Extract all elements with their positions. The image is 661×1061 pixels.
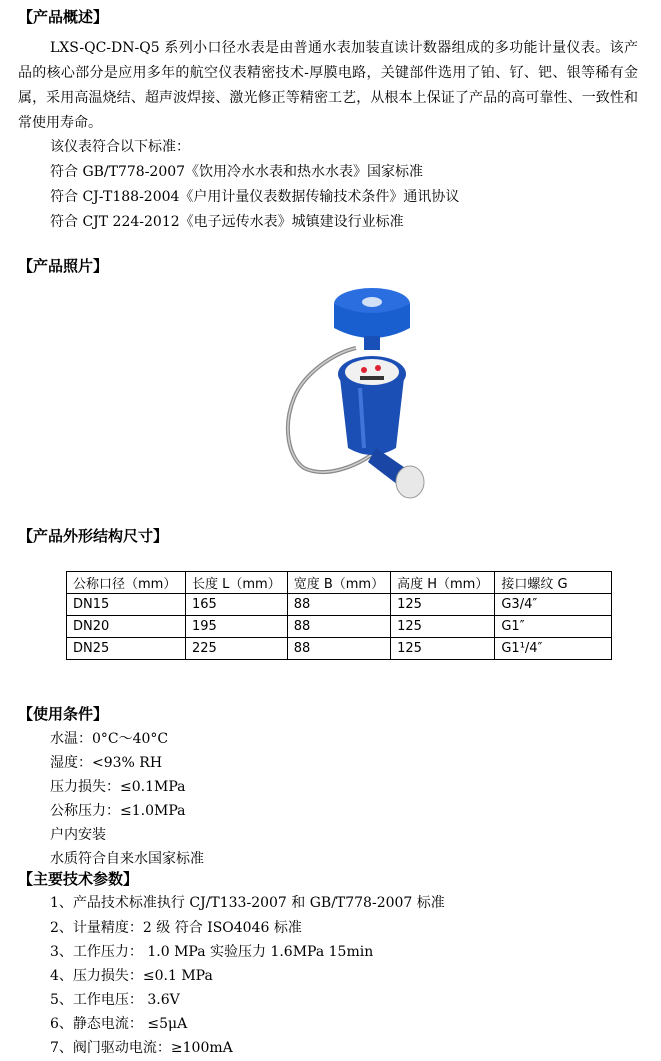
spec-item: 7、阀门驱动电流：≥100mA: [50, 1040, 233, 1056]
condition-item: 水温：0°C～40°C: [50, 731, 169, 747]
photo-title: 【产品照片】: [18, 257, 109, 275]
cell: DN25: [67, 638, 186, 660]
cell: G1″: [495, 616, 612, 638]
cell: 125: [391, 638, 495, 660]
spec-item: 4、压力损失：≤0.1 MPa: [50, 968, 213, 984]
standard-item-2: 符合 CJ-T188-2004《户用计量仪表数据传输技术条件》通讯协议: [50, 189, 460, 205]
header-height: 高度 H（mm）: [391, 572, 495, 594]
cell: 195: [186, 616, 288, 638]
cell: DN20: [67, 616, 186, 638]
product-photo: [264, 278, 470, 504]
condition-item: 湿度：<93% RH: [50, 755, 163, 771]
dial-pointer-1: [361, 367, 367, 373]
cell: 225: [186, 638, 288, 660]
table-row: [67, 638, 612, 660]
cap-logo: [362, 297, 382, 307]
condition-item: 户内安装: [50, 827, 106, 843]
dimensions-table: [66, 571, 612, 660]
header-width: 宽度 B（mm）: [287, 572, 390, 594]
header-length: 长度 L（mm）: [186, 572, 288, 594]
dimensions-title: 【产品外形结构尺寸】: [18, 527, 169, 545]
meter-fitting: [396, 466, 424, 498]
meter-hinge: [364, 336, 380, 350]
cell: 125: [391, 594, 495, 616]
overview-title: 【产品概述】: [18, 8, 109, 26]
overview-text: LXS-QC-DN-Q5 系列小口径水表是由普通水表加装直读计数器组成的多功能计量仪表。该产品的核心部分是应用多年的航空仪表精密技术-厚膜电路，关键部件选用了铂、钌、钯、银等稀有金属，采用高温烧结、超声波焊接、激光修正等精密工艺，从根本上保证了产品的高可靠性、一致性和常使用寿命。: [18, 40, 638, 131]
spec-item: 1、产品技术标准执行 CJ/T133-2007 和 GB/T778-2007 标准: [50, 895, 445, 911]
cell: 165: [186, 594, 288, 616]
standard-item-1: 符合 GB/T778-2007《饮用冷水水表和热水水表》国家标准: [50, 164, 424, 180]
table-header-row: [67, 572, 612, 594]
cell: DN15: [67, 594, 186, 616]
cell: 88: [287, 638, 390, 660]
spec-item: 3、工作压力： 1.0 MPa 实验压力 1.6MPa 15min: [50, 944, 374, 960]
specs-title: 【主要技术参数】: [18, 870, 139, 888]
spec-item: 6、静态电流： ≤5μA: [50, 1016, 188, 1032]
spec-item: 2、计量精度：2 级 符合 ISO4046 标准: [50, 920, 302, 936]
cell: 125: [391, 616, 495, 638]
overview-paragraph: [18, 36, 638, 136]
standards-intro: 该仪表符合以下标准：: [50, 139, 190, 155]
meter-body: [340, 378, 404, 455]
cell: 88: [287, 616, 390, 638]
cell: G3/4″: [495, 594, 612, 616]
header-thread: 接口螺纹 G: [495, 572, 612, 594]
water-meter-image: [264, 278, 470, 504]
condition-item: 水质符合自来水国家标准: [50, 851, 204, 867]
condition-item: 公称压力：≤1.0MPa: [50, 803, 186, 819]
conditions-title: 【使用条件】: [18, 705, 109, 723]
spec-item: 5、工作电压： 3.6V: [50, 992, 180, 1008]
condition-item: 压力损失：≤0.1MPa: [50, 779, 186, 795]
dial-counter: [360, 376, 384, 380]
cell: G1¹/4″: [495, 638, 612, 660]
dial-pointer-2: [375, 365, 381, 371]
meter-dial: [345, 359, 399, 385]
cell: 88: [287, 594, 390, 616]
standard-item-3: 符合 CJT 224-2012《电子远传水表》城镇建设行业标准: [50, 214, 404, 230]
table-row: [67, 594, 612, 616]
header-nominal-diameter: 公称口径（mm）: [67, 572, 186, 594]
table-row: [67, 616, 612, 638]
